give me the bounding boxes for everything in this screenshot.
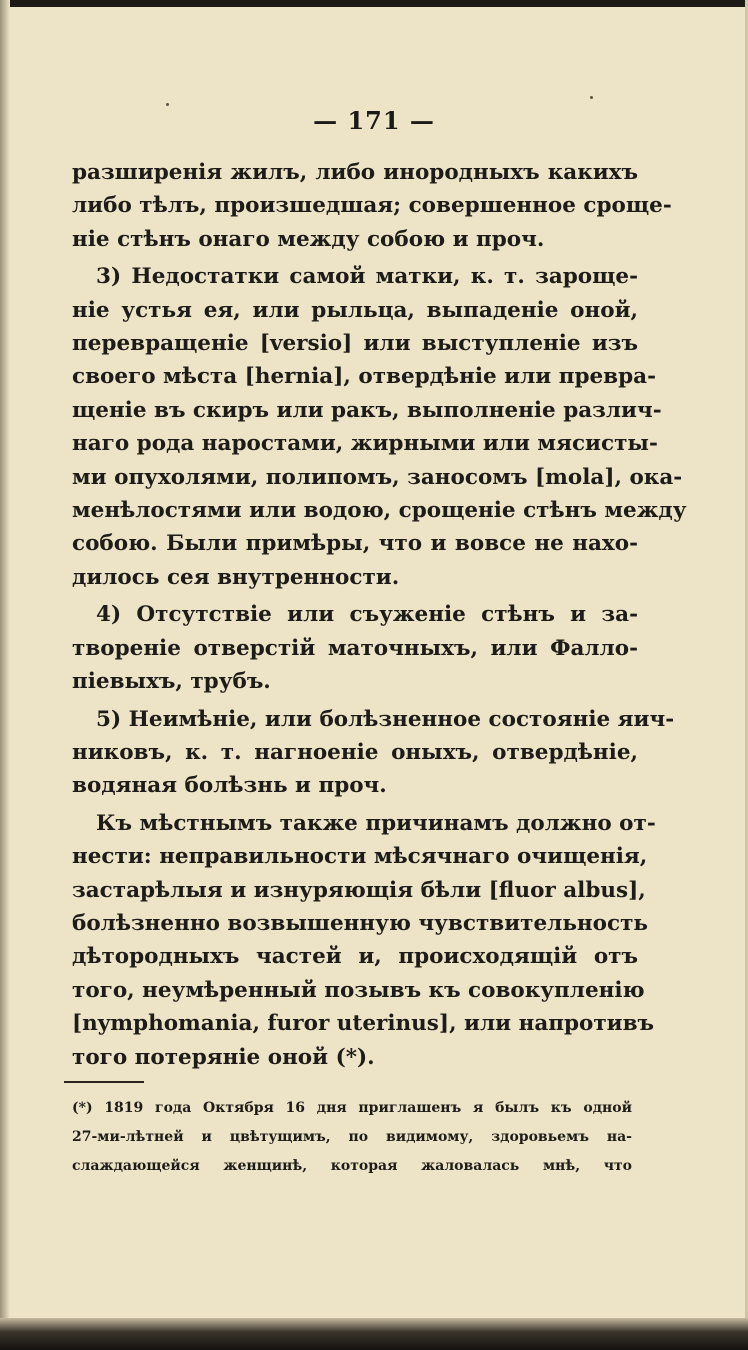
text-line: никовъ, к. т. нагноеніе оныхъ, отвердѣніе,	[72, 739, 638, 765]
text-line: 3) Недостатки самой матки, к. т. зароще-	[96, 264, 638, 290]
text-line: либо тѣлъ, произшедшая; совершенное сроще-	[72, 193, 672, 219]
text-line: дилось сея внутренности.	[72, 564, 400, 590]
scan-left-edge	[0, 0, 10, 1350]
text-line: піевыхъ, трубъ.	[72, 669, 271, 695]
text-line: менѣлостями или водою, срощеніе стѣнъ между	[72, 498, 687, 524]
paper-speck	[590, 96, 593, 99]
text-line: твореніе отверстій маточныхъ, или Фалло-	[72, 635, 638, 661]
text-line: того потеряніе оной (*).	[72, 1044, 375, 1070]
text-line: водяная болѣзнь и проч.	[72, 773, 387, 799]
text-line: наго рода наростами, жирными или мясисты-	[72, 431, 658, 457]
text-line: Къ мѣстнымъ также причинамъ должно от-	[96, 810, 656, 836]
text-line: [nymphomania, furor uterinus], или напротивъ	[72, 1011, 655, 1037]
text-line: разширенія жилъ, либо инородныхъ какихъ	[72, 160, 638, 185]
footnote-line: (*) 1819 года Октября 16 дня приглашенъ я былъ къ одной	[72, 1100, 632, 1116]
body-text	[72, 156, 687, 1074]
text-line: застарѣлыя и изнуряющія бѣли [fluor albus],	[72, 877, 646, 903]
text-line: того, неумѣренный позывъ къ совокупленію	[72, 977, 645, 1003]
text-line: дѣтородныхъ частей и, происходящій отъ	[72, 944, 638, 970]
text-line: переврaщеніе [versio] или выступленіе изъ	[72, 331, 638, 357]
text-line: 4) Отсутствіе или съуженіе стѣнъ и за-	[96, 602, 638, 628]
text-line: болѣзненно возвышенную чувствительность	[72, 910, 649, 936]
footnote-line: 27-ми-лѣтней и цвѣтущимъ, по видимому, здоровьемъ на-	[72, 1129, 632, 1145]
text-line: ми опухолями, полипомъ, заносомъ [mola], ока-	[72, 464, 683, 490]
text-line: ніе стѣнъ онаго между собою и проч.	[72, 226, 545, 252]
text-line: своего мѣста [hernia], отвердѣніе или превра-	[72, 364, 656, 390]
scan-bottom-edge	[0, 1318, 748, 1350]
scan-top-edge	[0, 0, 748, 7]
text-line: щеніе въ скиръ или ракъ, выполненіе различ-	[72, 397, 662, 423]
text-line: собою. Были примѣры, что и вовсе не нахо-	[72, 531, 638, 557]
text-line: нести: неправильности мѣсячнаго очищенія,	[72, 844, 648, 870]
footnote	[72, 1094, 632, 1181]
footnote-rule	[64, 1081, 144, 1083]
page-number: — 171 —	[313, 106, 435, 135]
footnote-line: слаждающейся женщинѣ, которая жаловалась мнѣ, что	[72, 1158, 632, 1174]
text-line: ніе устья ея, или рыльца, выпаденіе оной,	[72, 297, 638, 323]
text-line: 5) Неимѣніе, или болѣзненное состояніе яич-	[96, 706, 675, 732]
